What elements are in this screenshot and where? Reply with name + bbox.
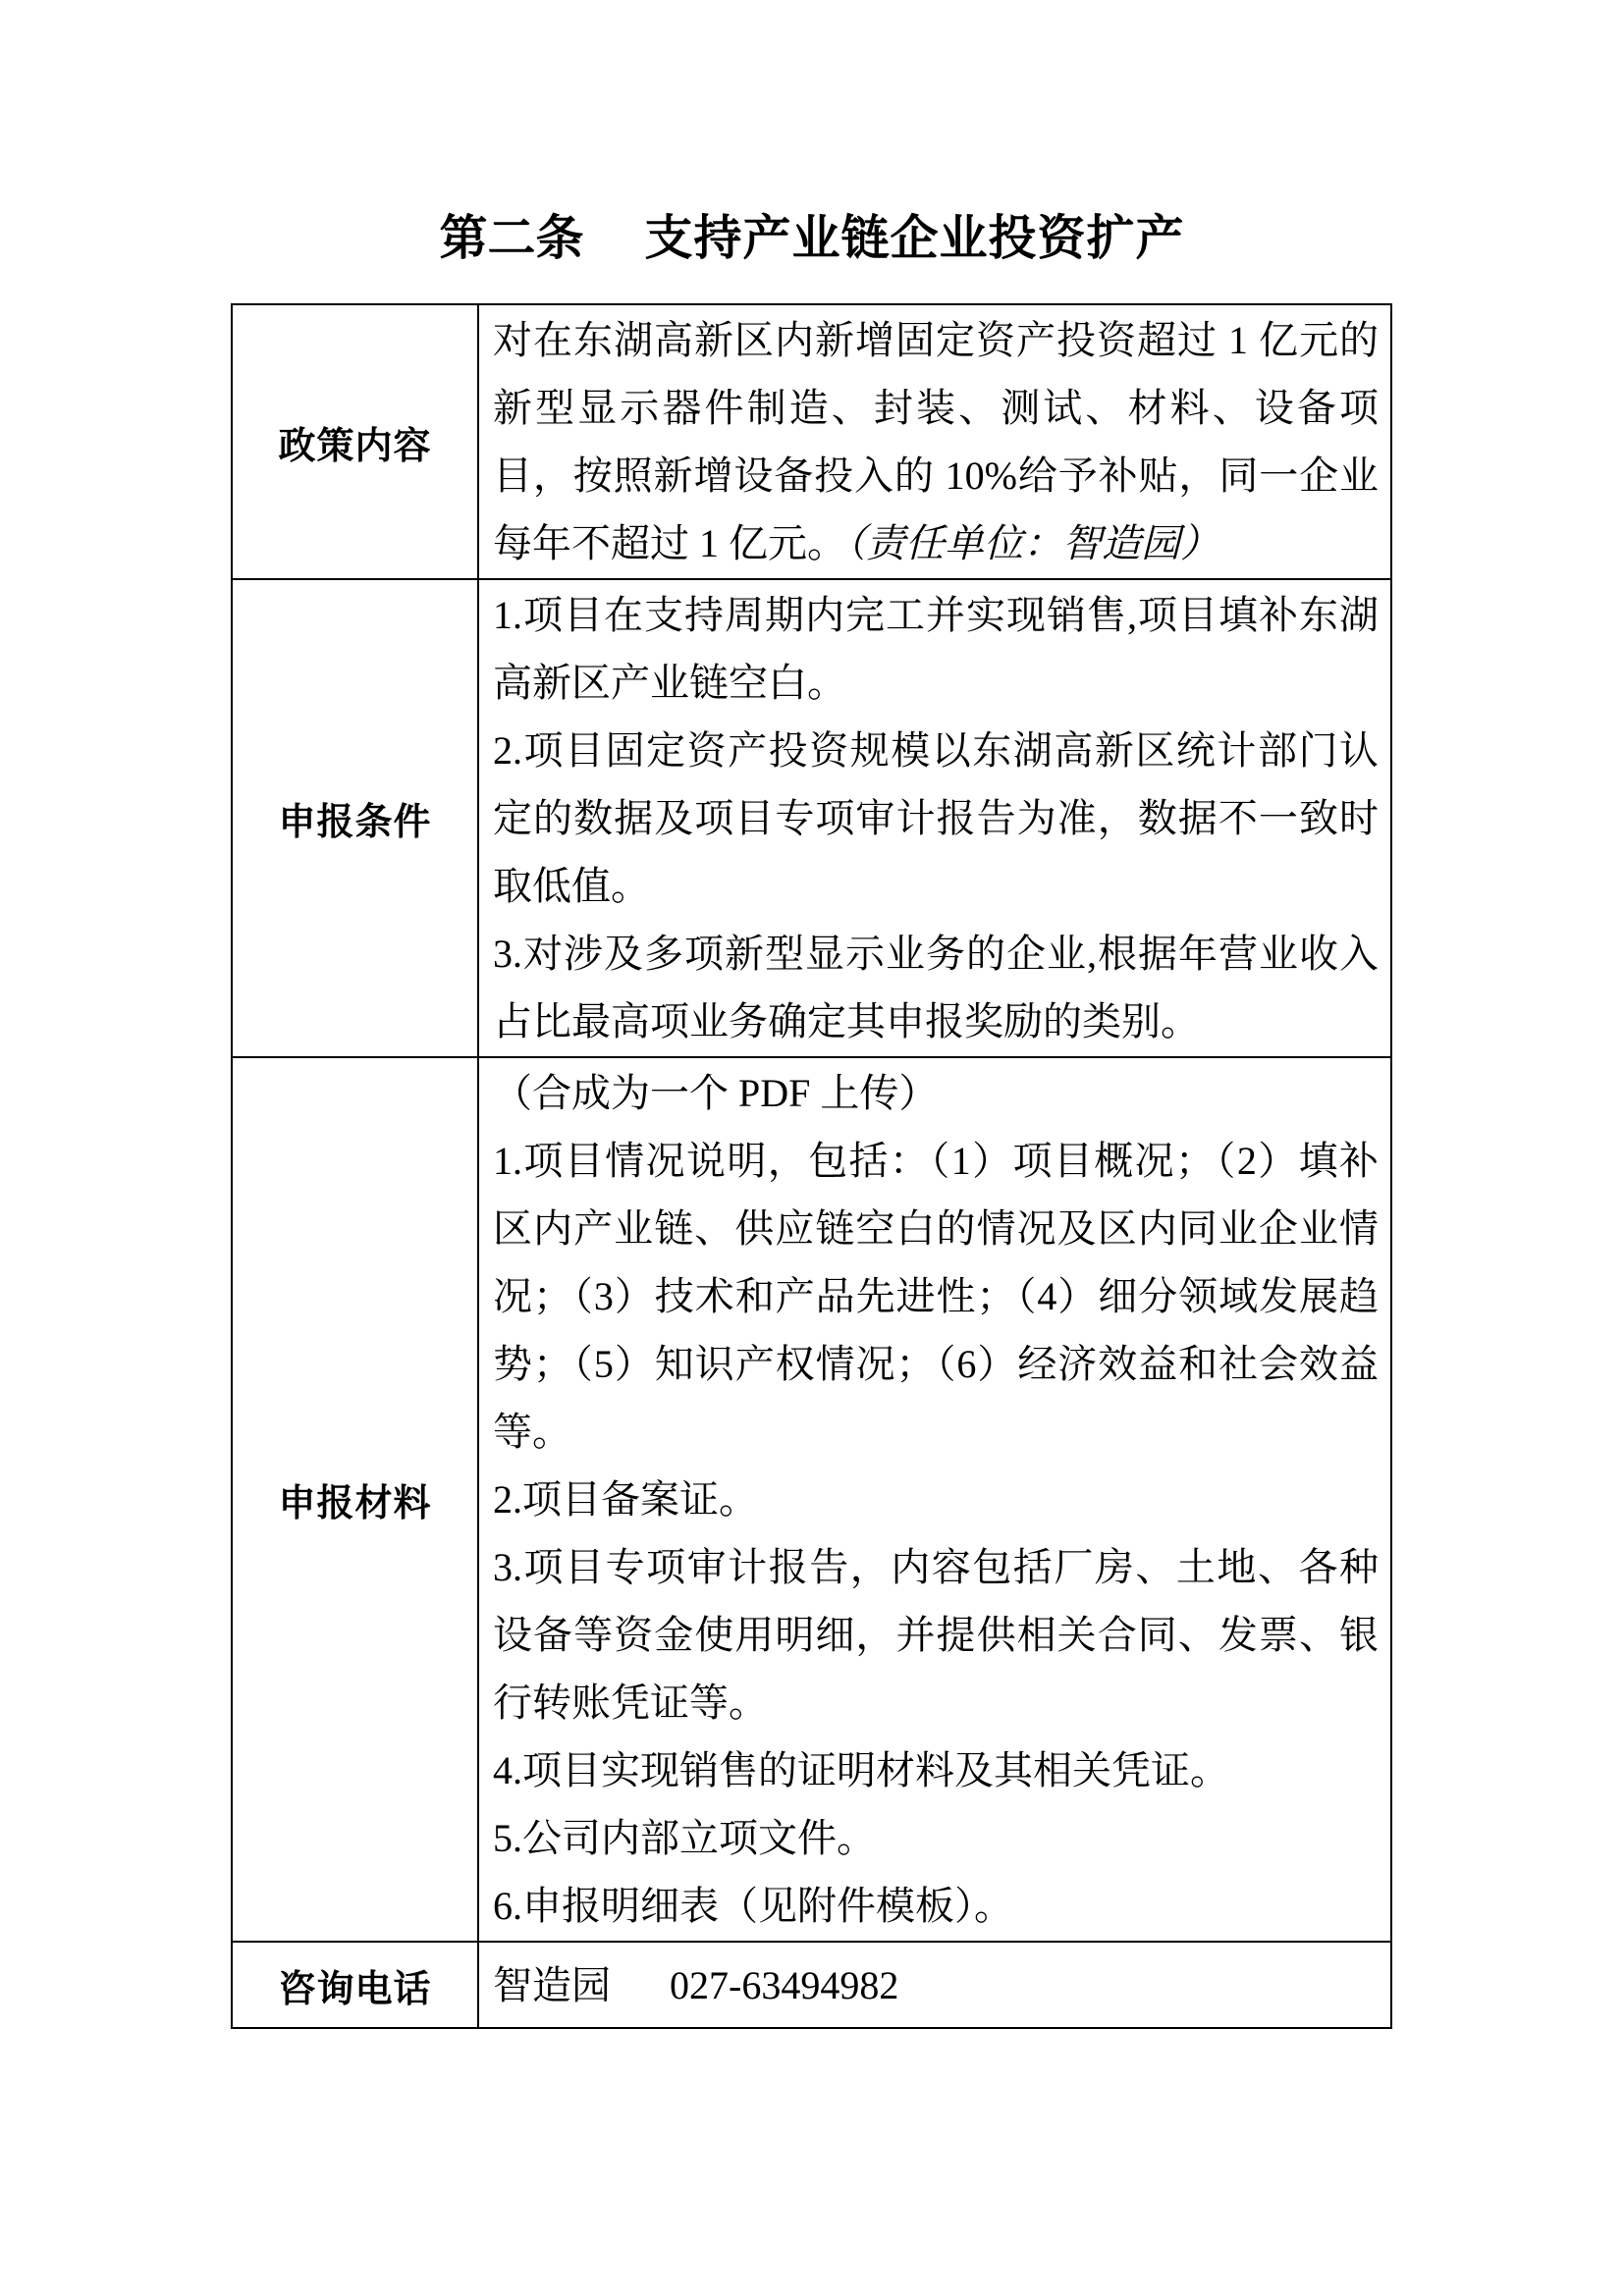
policy-paragraph (493, 306, 1379, 577)
materials-item-1: 1.项目情况说明，包括：（1）项目概况；（2）填补区内产业链、供应链空白的情况及区内同业企业情况；（3）技术和产品先进性；（4）细分领域发展趋势；（5）知识产权情况；（6）经济效益和社会效益等。 (493, 1139, 1379, 1454)
contact-phone-number: 027-63494982 (670, 1962, 899, 2007)
row-label-contact-phone: 咨询电话 (232, 1942, 478, 2028)
responsible-unit-note: （责任单位：智造园） (846, 521, 1219, 565)
contact-unit: 智造园 (493, 1962, 611, 2007)
cell-application-materials (478, 1057, 1391, 1942)
policy-text: 对在东湖高新区内新增固定资产投资超过 1 亿元的新型显示器件制造、封装、测试、材料、设备项目，按照新增设备投入的 10%给予补贴，同一企业每年不超过 1 亿元。 (493, 318, 1379, 565)
table-row-application-criteria (232, 579, 1391, 1057)
cell-policy-content (478, 304, 1391, 579)
title-article-text: 支持产业链企业投资扩产 (644, 209, 1185, 266)
criteria-item-1: 1.项目在支持周期内完工并实现销售,项目填补东湖高新区产业链空白。 (493, 593, 1379, 705)
table-row-application-materials (232, 1057, 1391, 1942)
table-row-contact-phone (232, 1942, 1391, 2028)
materials-item-6: 6.申报明细表（见附件模板）。 (493, 1884, 1013, 1928)
materials-item-2: 2.项目备案证。 (493, 1477, 758, 1522)
materials-item-4: 4.项目实现销售的证明材料及其相关凭证。 (493, 1748, 1229, 1792)
row-label-application-criteria: 申报条件 (232, 579, 478, 1057)
cell-contact-phone (478, 1942, 1391, 2028)
page-title (0, 208, 1624, 267)
materials-note-pdf-upload: （合成为一个 PDF 上传） (493, 1071, 939, 1115)
materials-item-3: 3.项目专项审计报告，内容包括厂房、土地、各种设备等资金使用明细，并提供相关合同、发票、银行转账凭证等。 (493, 1545, 1379, 1725)
materials-item-5: 5.公司内部立项文件。 (493, 1816, 876, 1860)
cell-application-criteria (478, 579, 1391, 1057)
row-label-policy-content: 政策内容 (232, 304, 478, 579)
contact-line (493, 1951, 1379, 2019)
criteria-item-2: 2.项目固定资产投资规模以东湖高新区统计部门认定的数据及项目专项审计报告为准，数据不一致时取低值。 (493, 728, 1379, 908)
policy-table (231, 303, 1392, 2029)
table-row-policy-content (232, 304, 1391, 579)
title-article-number: 第二条 (439, 209, 584, 266)
row-label-application-materials: 申报材料 (232, 1057, 478, 1942)
criteria-item-3: 3.对涉及多项新型显示业务的企业,根据年营业收入占比最高项业务确定其申报奖励的类别。 (493, 932, 1379, 1043)
